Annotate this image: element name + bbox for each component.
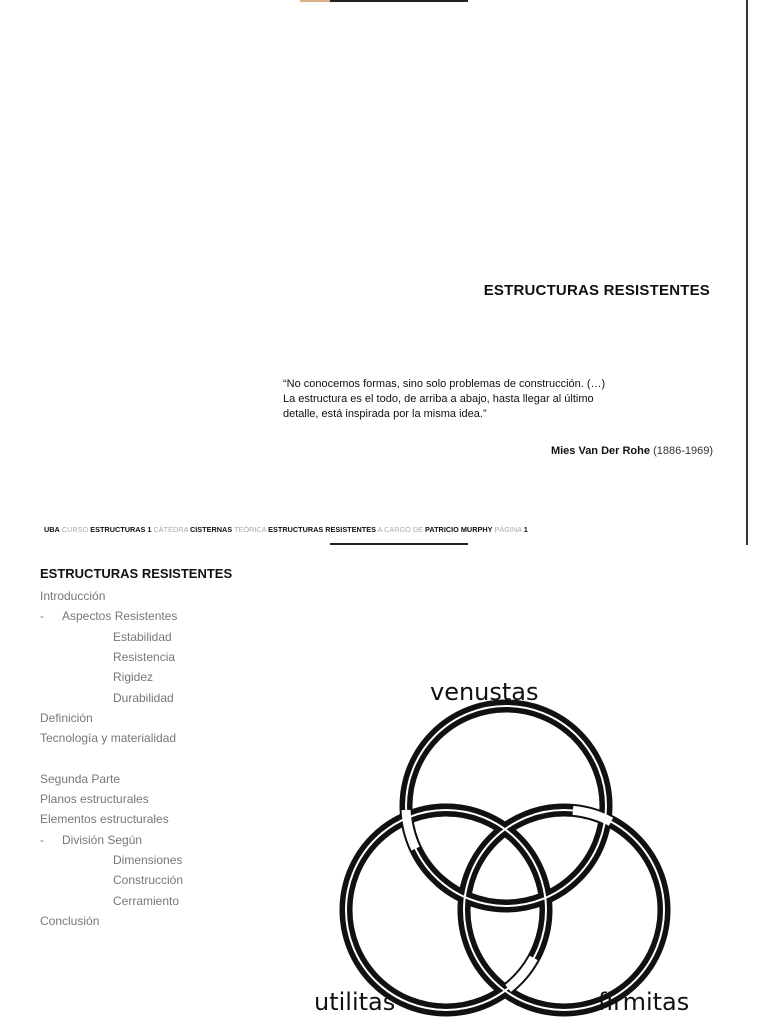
footer-teorica-label: TEÓRICA xyxy=(234,525,267,534)
toc-item xyxy=(40,789,149,809)
toc-item xyxy=(40,586,105,606)
toc-item xyxy=(113,850,182,870)
toc-item xyxy=(40,708,93,728)
footer-pagina-label: PÁGINA xyxy=(494,525,522,534)
page-right-border xyxy=(746,0,748,545)
document-title: ESTRUCTURAS RESISTENTES xyxy=(483,282,710,299)
toc-dash: - xyxy=(40,832,44,847)
toc-item xyxy=(113,688,174,708)
quote-block xyxy=(283,377,713,422)
footer-teorica: ESTRUCTURAS RESISTENTES xyxy=(268,525,376,534)
footer-uba: UBA xyxy=(44,525,60,534)
toc-item xyxy=(113,667,153,687)
toc-item-label: Introducción xyxy=(40,589,106,603)
toc-item-label: Elementos estructurales xyxy=(40,812,169,827)
label-venustas: venustas xyxy=(430,678,539,706)
quote-line: “No conocemos formas, sino solo problemas de construcción. (…) xyxy=(283,378,606,390)
borromean-rings-svg xyxy=(300,670,730,1024)
toc-item-label: Construcción xyxy=(113,873,184,888)
toc-item xyxy=(113,627,172,647)
toc-dash: - xyxy=(40,609,44,624)
toc-item xyxy=(40,769,120,789)
footer-cargo: PATRICIO MURPHY xyxy=(425,525,493,534)
toc-item-label: Cerramiento xyxy=(113,893,180,908)
page-break-mark xyxy=(330,543,468,545)
quote-line: La estructura es el todo, de arriba a abajo, hasta llegar al último xyxy=(283,393,594,405)
page-top-mark-accent xyxy=(300,0,330,2)
footer-catedra-label: CÁTEDRA xyxy=(153,525,188,534)
toc-item-label: Planos estructurales xyxy=(40,792,149,806)
footer-cargo-label: A CARGO DE xyxy=(377,525,424,534)
toc-item-label: Tecnología y materialidad xyxy=(40,731,177,746)
toc-item-label: Estabilidad xyxy=(113,629,172,644)
vitruvian-triad-diagram xyxy=(300,670,730,1024)
footer-curso: ESTRUCTURAS 1 xyxy=(90,525,152,534)
toc-item xyxy=(40,606,177,626)
footer-catedra: CISTERNAS xyxy=(189,525,233,534)
footer-curso-label: CURSO xyxy=(61,525,89,534)
toc-item xyxy=(113,870,183,890)
toc-item xyxy=(40,911,99,931)
toc-item-label: División Según xyxy=(62,832,143,847)
toc-item-label: Segunda Parte xyxy=(40,771,121,786)
toc-item-label: Aspectos Resistentes xyxy=(62,609,178,624)
quote-author: Mies Van Der Rohe xyxy=(550,445,650,457)
toc-item-label: Durabilidad xyxy=(113,690,174,705)
toc-item-label: Rigidez xyxy=(113,670,154,685)
toc-item xyxy=(113,647,175,667)
toc-item xyxy=(113,891,179,911)
quote-attribution xyxy=(283,445,713,457)
label-firmitas: firmitas xyxy=(598,988,690,1016)
toc-item xyxy=(40,728,176,748)
label-utilitas: utilitas xyxy=(314,988,396,1016)
toc-item xyxy=(40,809,169,829)
page-top-mark xyxy=(330,0,468,2)
footer-pagina: 1 xyxy=(523,525,528,534)
quote-line: detalle, está inspirada por la misma idea.” xyxy=(283,408,487,420)
toc-item-label: Definición xyxy=(40,710,93,725)
toc-title: ESTRUCTURAS RESISTENTES xyxy=(40,566,233,581)
toc-item-label: Conclusión xyxy=(40,913,100,928)
toc-item-label: Dimensiones xyxy=(113,852,183,867)
toc-item-label: Resistencia xyxy=(113,649,176,664)
toc-item xyxy=(40,830,142,850)
page-footer xyxy=(44,525,724,534)
quote-author-dates: (1886-1969) xyxy=(653,445,713,457)
